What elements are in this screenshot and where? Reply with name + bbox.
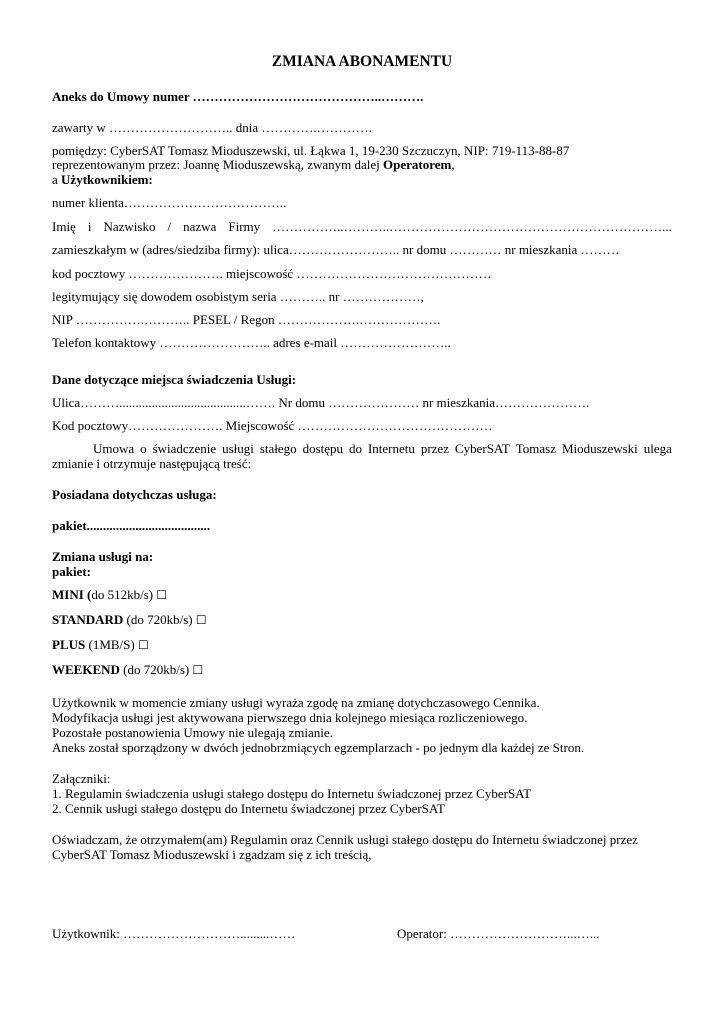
client-name-word: Nazwisko	[103, 219, 156, 234]
agreement-word: o	[140, 441, 147, 456]
agreement-line-1	[93, 441, 672, 457]
service-place-street-line: Ulica……….......................................……. Nr domu ………………… nr mieszkania………………….	[52, 395, 590, 410]
agreement-word: do	[349, 441, 362, 456]
attachments-heading: Załączniki:	[52, 771, 111, 786]
parties-user: a Użytkownikiem:	[52, 172, 153, 187]
attachment-item-2: 2. Cennik usługi stałego dostępu do Internetu świadczonej przez CyberSAT	[52, 801, 445, 816]
agreement-word: Tomasz	[515, 441, 557, 456]
client-name-word: ……………..………..………………………………………………………...	[272, 219, 672, 234]
option-standard: STANDARD (do 720kb/s) ☐	[52, 612, 207, 627]
client-name-word: /	[167, 219, 172, 234]
client-nip-pesel-line: NIP …………….……….. PESEL / Regon ……………….……………….	[52, 312, 441, 327]
document-title: ZMIANA ABONAMENTU	[271, 53, 453, 70]
mini-checkbox[interactable]: ☐	[156, 588, 168, 602]
annex-number-line: Aneks do Umowy numer ……………………………………..……….	[52, 89, 424, 104]
client-name-word: i	[87, 219, 92, 234]
user-term: Użytkownikiem:	[61, 172, 153, 187]
terms-line-2: Modyfikacja usługi jest aktywowana pierwszego dnia kolejnego miesiąca rozliczeniowego.	[52, 710, 528, 725]
attachment-item-1: 1. Regulamin świadczenia usługi stałego dostępu do Internetu świadczonej przez CyberSAT	[52, 786, 532, 801]
parties-between: pomiędzy: CyberSAT Tomasz Mioduszewski, ul. Łąkwa 1, 19-230 Szczuczyn, NIP: 719-113-88-87	[52, 143, 570, 158]
current-package-line: pakiet......................................	[52, 518, 211, 533]
agreement-word: ulega	[643, 441, 672, 456]
client-name-word: nazwa	[183, 219, 217, 234]
client-name-word: Firmy	[228, 219, 261, 234]
option-weekend: WEEKEND (do 720kb/s) ☐	[52, 662, 204, 677]
agreement-word: CyberSAT	[454, 441, 510, 456]
concluded-line: zawarty w ……………………….. dnia ………….………….	[52, 120, 372, 135]
client-id-line: legitymujący się dowodem osobistym seria ……….. nr ………………,	[52, 289, 424, 304]
agreement-word: usługi	[222, 441, 254, 456]
agreement-word: świadczenie	[152, 441, 217, 456]
weekend-checkbox[interactable]: ☐	[192, 663, 204, 677]
agreement-word: przez	[420, 441, 449, 456]
agreement-word: stałego	[259, 441, 297, 456]
agreement-line-2: zmianie i otrzymuje następującą treść:	[52, 456, 252, 471]
agreement-word: Umowa	[93, 441, 135, 456]
parties-represented: reprezentowanym przez: Joannę Mioduszewską, zwanym dalej Operatorem,	[52, 157, 455, 172]
client-postal-line: kod pocztowy …………………. miejscowość ………………………………………	[52, 266, 492, 281]
service-place-heading: Dane dotyczące miejsca świadczenia Usługi:	[52, 372, 297, 387]
client-name-line	[52, 219, 672, 235]
client-phone-email-line: Telefon kontaktowy …………………….. adres e-mail ……………………..	[52, 335, 451, 350]
declaration-line-1: Oświadczam, że otrzymałem(am) Regulamin oraz Cennik usługi stałego dostępu do Internetu świadczonej przez	[52, 832, 638, 847]
agreement-word: dostępu	[302, 441, 344, 456]
change-heading: Zmiana usługi na:	[52, 549, 154, 564]
agreement-word: Mioduszewski	[561, 441, 638, 456]
terms-line-3: Pozostałe postanowienia Umowy nie ulegają zmianie.	[52, 725, 333, 740]
terms-line-1: Użytkownik w momencie zmiany usługi wyraża zgodę na zmianę dotychczasowego Cennika.	[52, 695, 540, 710]
terms-line-4: Aneks został sporządzony w dwóch jednobrzmiących egzemplarzach - po jednym dla każdej ze Stron.	[52, 740, 585, 755]
service-place-postal-line: Kod pocztowy…………………. Miejscowość ………………………………………	[52, 418, 493, 433]
client-number-line: numer klienta………………………………..	[52, 195, 287, 210]
client-address-line: zamieszkałym w (adres/siedziba firmy): ulica…………………….. nr domu ………… nr mieszkania ………	[52, 242, 620, 257]
operator-signature-line: Operator: ………………………...…...	[397, 926, 600, 941]
declaration-line-2: CyberSAT Tomasz Mioduszewski i zgadzam się z ich treścią,	[52, 847, 372, 862]
plus-checkbox[interactable]: ☐	[137, 638, 149, 652]
option-plus: PLUS (1MB/S) ☐	[52, 637, 149, 652]
change-package-label: pakiet:	[52, 564, 91, 579]
agreement-word: Internetu	[367, 441, 415, 456]
standard-checkbox[interactable]: ☐	[195, 613, 207, 627]
operator-term: Operatorem	[383, 157, 452, 172]
client-name-word: Imię	[52, 219, 76, 234]
user-signature-line: Użytkownik: ……………………….........……	[52, 926, 296, 941]
option-mini: MINI (do 512kb/s) ☐	[52, 587, 168, 602]
current-service-heading: Posiadana dotychczas usługa:	[52, 487, 217, 502]
